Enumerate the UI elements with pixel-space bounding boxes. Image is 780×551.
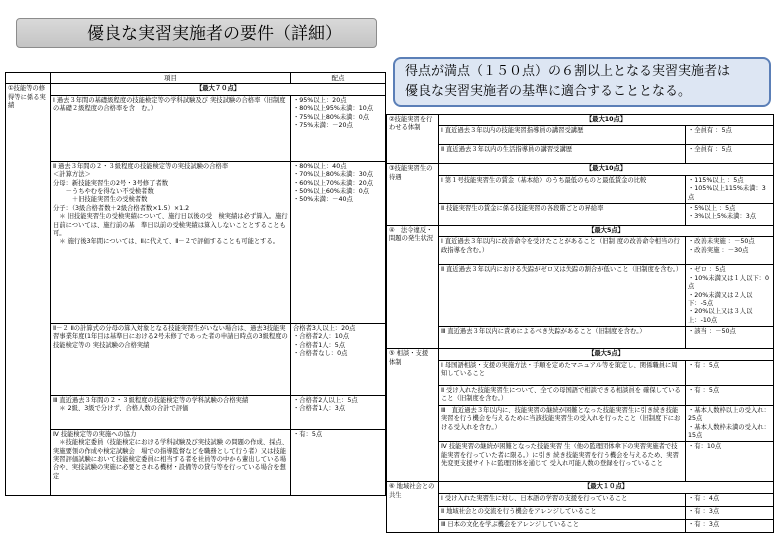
table-row <box>6 323 386 395</box>
max-points-2: 【最大10点】 <box>439 115 774 126</box>
item-points: ・有 ：4点 <box>686 493 774 506</box>
item-points: ・合格者2人以上：5点 ・合格者1人：3点 <box>291 395 386 429</box>
table-row <box>387 519 774 532</box>
item-text: Ⅰ 直近過去３年以内に改善命令を受けたことがあること（旧制 度の改善命令相当の行政指導を含む。） <box>439 237 686 265</box>
section-label-4: ④ 法令違反・問題の発生状況 <box>387 226 439 349</box>
item-points: ・95%以上：20点 ・80%以上95%未満：10点 ・75%以上80%未満：0点 ・75%未満：－20点 <box>291 95 386 161</box>
header-blank <box>6 73 51 84</box>
item-text: Ⅲ 直近過去３年間の２・３級程度の技能検定等の学科試験の合格実績 ＊ 2級、3級で分けず、合格人数の合計で評価 <box>51 395 291 429</box>
item-text: Ⅰ 母国語相談・支援の実施方法・手順を定めたマニュアル等を策定し、関係職員に周知していること <box>439 360 686 385</box>
max-points-4: 【最大5点】 <box>439 226 774 237</box>
item-text: Ⅰ 第１号技能実習生の賃金（基本給）のうち最低のものと最低賃金の比較 <box>439 175 686 203</box>
section-label-5: ⑤ 相談・支援 体制 <box>387 349 439 482</box>
item-points: ・5%以上 ：5点 ・3%以上5%未満：3点 <box>686 204 774 226</box>
item-text: Ⅱ 直近過去３年以内の生活指導員の講習受講歴 <box>439 145 686 164</box>
item-text: Ⅱ 受け入れた技能実習生について、全ての母国語で相談できる相談員を 確保していること（旧制度を含む。） <box>439 385 686 405</box>
item-points: ・有 ：5点 <box>686 360 774 385</box>
max-points-3: 【最大10点】 <box>439 164 774 175</box>
item-text: Ⅲ 直近過去３年以内に、技能実習の継続が困難となった技能実習生に引き続き技能実習を行う機会を与えるために当該技能実習生の受入れを行ったこと（旧制度下における受入れを含む。） <box>439 405 686 442</box>
table-row <box>387 442 774 482</box>
max-points-5: 【最大5点】 <box>439 349 774 360</box>
item-points: ・有：10点 <box>686 442 774 482</box>
item-text: Ⅲ 直近過去３年以内に責めによるべき失踪があること（旧制度を含む。） <box>439 327 686 349</box>
table-row <box>387 237 774 265</box>
table-row <box>6 161 386 323</box>
item-points: ・該当 ：－50点 <box>686 327 774 349</box>
table-row <box>387 327 774 349</box>
item-points: ・改善未実施 ：－50点 ・改善実施 ：－30点 <box>686 237 774 265</box>
table-row <box>387 265 774 327</box>
item-points: ・115%以上 ：5点 ・105%以上115%未満：3点 <box>686 175 774 203</box>
item-text: Ⅱ－２ Ⅱの計算式の分母の算入対象となる技能実習生がいない場合は、過去3技能実習事業年度(1年目は基準日における2号未修了であった者の申請日時点の3級程度の技能検定等の 実技試験の合格実績 <box>51 323 291 395</box>
page-title: 優良な実習実施者の要件（詳細） <box>16 18 377 48</box>
section-label-2: ②技能実習を行わせる体制 <box>387 115 439 164</box>
table-row <box>6 95 386 161</box>
table-row <box>6 395 386 429</box>
table-row <box>387 405 774 442</box>
table-row <box>387 506 774 519</box>
item-text: Ⅱ 技能実習生の賃金に係る技能実習の各段階ごとの昇給率 <box>439 204 686 226</box>
item-text: Ⅲ 日本の文化を学ぶ機会をアレンジしていること <box>439 519 686 532</box>
table-row <box>387 385 774 405</box>
section-label-6: ⑥ 地域社会との共生 <box>387 482 439 532</box>
item-text: Ⅳ 技能検定等の実施への協力 ＊技能検定委員（技能検定における学科試験及び実技試験 の問題の作成、採点、実施要領の作成や検定試験会 場での指導監督などを職務として行う者）又は技能実習評価試験において技能検定委員に相当する者を社員等の中から輩出している場合や、実技試験の実施に必要とされる機材・設備等の貸与等を行っている場合を想定 <box>51 429 291 495</box>
item-points: ・有 ：5点 <box>686 385 774 405</box>
table-row <box>387 145 774 164</box>
threshold-callout <box>393 57 771 107</box>
callout-line-2: 優良な実習実施者の基準に適合することとなる。 <box>405 84 692 99</box>
item-points: ・80%以上：40点 ・70%以上80%未満：30点 ・60%以上70%未満：20点 ・50%以上60%未満：0点 ・50%未満：－40点 <box>291 161 386 323</box>
item-points: ・ゼロ ：5点 ・10%未満又は１人以下：0点 ・20%未満又は２人以下：-5点 ・20%以上又は３人以上：-10点 <box>686 265 774 327</box>
item-text: Ⅱ 過去３年間の２・３級程度の技能検定等の実技試験の合格率 ＜計算方法＞ 分母：新技能実習生の2号・3号修了者数 －うちやむを得ない不受検者数 ＋旧技能実習生の受検者数 分子：（3級合格者数＋2級合格者数×1.5）×1.2 ＊ 旧技能実習生の受検実績について、施行日以後の受 検実績は必ず算入。施行日前については、施行前の基 準日以前の受検実績は算入しないこととすることも可。 ＊ 施行後3年間については、Ⅱに代えて、Ⅱ－２で評価することも可能とする。 <box>51 161 291 323</box>
item-text: Ⅰ 直近過去３年以内の技能実習指導員の講習受講歴 <box>439 126 686 145</box>
max-points-1: 【最大７０点】 <box>51 84 386 95</box>
item-points: ・有：5点 <box>291 429 386 495</box>
header-points: 配点 <box>291 73 386 84</box>
item-points: ・全員有 ：5点 <box>686 145 774 164</box>
table-row <box>387 204 774 226</box>
table-row <box>6 429 386 495</box>
table-row <box>387 360 774 385</box>
section-label-3: ③技能実習生の待遇 <box>387 164 439 226</box>
item-points: ・有 ：3点 <box>686 519 774 532</box>
callout-line-1: 得点が満点（１５０点）の６割以上となる実習実施者は <box>405 64 731 79</box>
header-item: 項目 <box>51 73 291 84</box>
table-row <box>387 175 774 203</box>
item-text: Ⅳ 技能実習の継続が困難となった技能実習 生（他の監理団体傘下の実習実施者で技能実習を行っていた者に限る。）に引き 続き技能実習を行う機会を与えるため、実習先変更支援サイトに監理団体を通じて 受入れ可能人数の登録を行っていること <box>439 442 686 482</box>
item-text: Ⅰ 受け入れた実習生に対し、日本語の学習の支援を行っていること <box>439 493 686 506</box>
item-text: Ⅰ 過去３年間の基礎級程度の技能検定等の学科試験及び 実技試験の合格率（旧制度の基礎２級程度の合格率を含 む。） <box>51 95 291 161</box>
item-points: ・有 ：3点 <box>686 506 774 519</box>
item-points: ・全員有 ：5点 <box>686 126 774 145</box>
item-points: ・基本人数枠以上の受入れ：25点 ・基本人数枠未満の受入れ：15点 <box>686 405 774 442</box>
max-points-6: 【最大１０点】 <box>439 482 774 493</box>
table-row <box>387 126 774 145</box>
item-text: Ⅱ 直近過去３年以内における失踪がゼロ又は失踪の割合が低いこと（旧制度を含む。） <box>439 265 686 327</box>
item-text: Ⅱ 地域社会との交流を行う機会をアレンジしていること <box>439 506 686 519</box>
left-requirements-table <box>5 72 386 496</box>
section-label-1: ①技能等の修得等に係る実績 <box>6 84 51 495</box>
table-row <box>387 493 774 506</box>
right-requirements-table <box>386 114 774 533</box>
item-points: 合格者3人以上：20点 ・合格者2人：10点 ・合格者1人：5点 ・合格者なし：0点 <box>291 323 386 395</box>
